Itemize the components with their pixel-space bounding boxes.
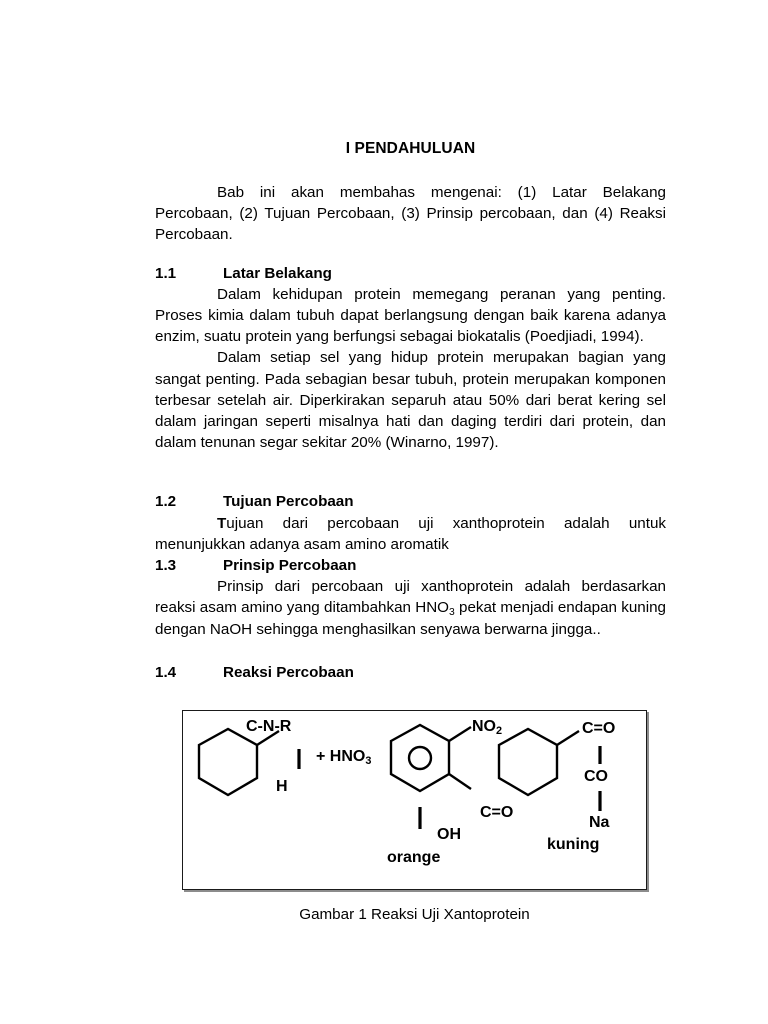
reaction-figure xyxy=(182,710,649,923)
ring-right xyxy=(499,729,579,795)
label-co-double-right: C=O xyxy=(582,720,616,737)
section-1-3-paragraph xyxy=(155,576,666,640)
section-heading-1-3 xyxy=(155,555,666,576)
paragraph-text-part1: Prinsip dari percobaan uji xanthoprotein adalah berdasarkan reaksi asam amino yang ditambahkan HNO xyxy=(155,578,666,617)
section-heading-1-1 xyxy=(155,263,666,284)
section-1-1-paragraph-2: Dalam setiap sel yang hidup protein merupakan bagian yang sangat penting. Pada sebagian besar tubuh, protein merupakan komponen terbesar setelah air. Diperkirakan separuh atau 50% dari berat kering sel dalam jaringan seperti misalnya hati dan daging terdiri dari protein, dan dalam tenunan segar sekitar 20% (Winarno, 1997). xyxy=(155,349,666,452)
paragraph-lead-letter: T xyxy=(217,514,227,532)
section-number-1-2: 1.2 xyxy=(155,493,177,511)
section-number-1-4: 1.4 xyxy=(155,663,177,681)
label-na: Na xyxy=(589,814,610,831)
label-h: H xyxy=(276,778,288,795)
paragraph-text-part2: pekat menjadi endapan kuning dengan NaOH sehingga menghasilkan senyawa berwarna jingga.. xyxy=(155,599,666,638)
figure-caption: Gambar 1 Reaksi Uji Xantoprotein xyxy=(299,906,530,923)
section-title-1-1: Latar Belakang xyxy=(223,264,332,282)
section-heading-1-2 xyxy=(155,491,666,512)
section-1-2-paragraph xyxy=(155,513,666,555)
no2-text: NO xyxy=(472,718,496,735)
label-orange: orange xyxy=(387,849,441,866)
hno3-subscript: 3 xyxy=(448,607,455,619)
section-heading-1-4 xyxy=(155,662,666,683)
section-title-1-3: Prinsip Percobaan xyxy=(223,557,357,575)
no2-subscript: 2 xyxy=(496,725,503,738)
document-body xyxy=(155,140,666,683)
label-kuning: kuning xyxy=(547,836,600,853)
ring-left xyxy=(199,729,279,795)
label-co-double-left: C=O xyxy=(480,804,514,821)
plus-hno3-text: + HNO xyxy=(316,748,366,765)
section-title-1-4: Reaksi Percobaan xyxy=(223,663,354,681)
section-title-1-2: Tujuan Percobaan xyxy=(223,493,354,511)
reaction-diagram-box xyxy=(182,710,647,890)
plus-hno3-subscript: 3 xyxy=(365,755,372,768)
intro-paragraph: Bab ini akan membahas mengenai: (1) Latar Belakang Percobaan, (2) Tujuan Percobaan, (3) Prinsip percobaan, dan (4) Reaksi Percobaan. xyxy=(155,184,666,244)
label-c-n-r: C-N-R xyxy=(246,718,292,735)
label-no2 xyxy=(472,718,503,738)
label-co-single: CO xyxy=(584,768,608,785)
label-oh: OH xyxy=(437,826,461,843)
section-number-1-1: 1.1 xyxy=(155,264,177,282)
section-number-1-3: 1.3 xyxy=(155,557,177,575)
paragraph-rest: ujuan dari percobaan uji xanthoprotein adalah untuk menunjukkan adanya asam amino aromatik xyxy=(155,514,666,553)
page-title: I PENDAHULUAN xyxy=(345,140,476,157)
label-plus-hno3 xyxy=(316,748,372,768)
ring-middle-benzene xyxy=(391,725,471,791)
section-1-1-paragraph-1: Dalam kehidupan protein memegang peranan yang penting. Proses kimia dalam tubuh dapat berlangsung dengan baik karena adanya enzim, suatu protein yang berfungsi sebagai biokatalis (Poedjiadi, 1994). xyxy=(155,285,666,346)
